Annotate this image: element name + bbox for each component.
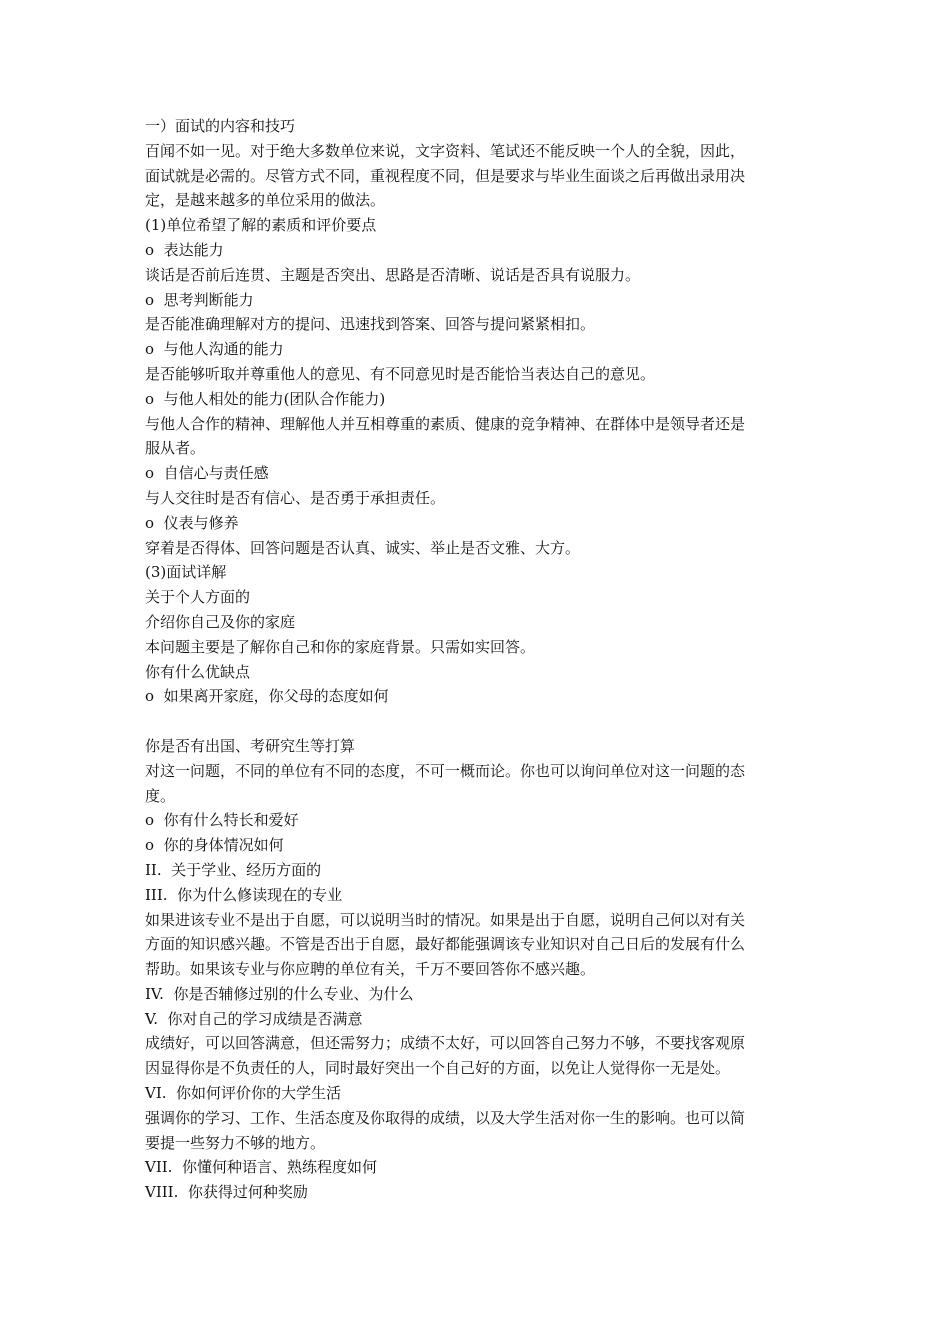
bullet-item: o 你的身体情况如何 <box>145 836 284 855</box>
paragraph-line: 与他人合作的精神、理解他人并互相尊重的素质、健康的竞争精神、在群体中是领导者还是 <box>145 414 746 433</box>
bullet-item: o 自信心与责任感 <box>145 464 269 483</box>
bullet-item: o 你有什么特长和爱好 <box>145 811 299 830</box>
paragraph-line: 是否能够听取并尊重他人的意见、有不同意见时是否能恰当表达自己的意见。 <box>145 364 656 383</box>
bullet-item: o 表达能力 <box>145 240 224 259</box>
numbered-item: II. 关于学业、经历方面的 <box>145 860 322 879</box>
numbered-item: VII. 你懂何种语言、熟练程度如何 <box>145 1158 377 1177</box>
subsection-heading: (1)单位希望了解的素质和评价要点 <box>145 216 377 235</box>
paragraph-line: 穿着是否得体、回答问题是否认真、诚实、举止是否文雅、大方。 <box>145 538 581 557</box>
paragraph-line: 对这一问题，不同的单位有不同的态度，不可一概而论。你也可以询问单位对这一问题的态 <box>145 761 746 780</box>
paragraph-line: 关于个人方面的 <box>145 588 251 607</box>
bullet-item: o 与他人沟通的能力 <box>145 340 284 359</box>
bullet-item: o 仪表与修养 <box>145 513 239 532</box>
numbered-item: IV. 你是否辅修过别的什么专业、为什么 <box>145 984 414 1003</box>
paragraph-line: 与人交往时是否有信心、是否勇于承担责任。 <box>145 488 446 507</box>
numbered-item: III. 你为什么修读现在的专业 <box>145 885 343 904</box>
question-line: 你有什么优缺点 <box>145 662 251 681</box>
bullet-item: o 与他人相处的能力(团队合作能力) <box>145 389 386 408</box>
paragraph-line: 成绩好，可以回答满意，但还需努力；成绩不太好，可以回答自己努力不够，不要找客观原 <box>145 1034 746 1053</box>
paragraph-line: 要提一些努力不够的地方。 <box>145 1133 326 1152</box>
paragraph-line: 帮助。如果该专业与你应聘的单位有关，千万不要回答你不感兴趣。 <box>145 960 596 979</box>
paragraph-line: 方面的知识感兴趣。不管是否出于自愿，最好都能强调该专业知识对自己日后的发展有什么 <box>145 935 746 954</box>
paragraph-line: 定，是越来越多的单位采用的做法。 <box>145 191 386 210</box>
question-line: 你是否有出国、考研究生等打算 <box>145 736 356 755</box>
bullet-item: o 如果离开家庭，你父母的态度如何 <box>145 687 389 706</box>
paragraph-line: 是否能准确理解对方的提问、迅速找到答案、回答与提问紧紧相扣。 <box>145 315 596 334</box>
paragraph-line: 本问题主要是了解你自己和你的家庭背景。只需如实回答。 <box>145 637 536 656</box>
document-body <box>145 114 810 1205</box>
paragraph-line: 因显得你是不负责任的人，同时最好突出一个自己好的方面，以免让人觉得你一无是处。 <box>145 1059 731 1078</box>
paragraph-line: 如果进该专业不是出于自愿，可以说明当时的情况。如果是出于自愿，说明自己何以对有关 <box>145 910 746 929</box>
paragraph-line: 服从者。 <box>145 439 206 458</box>
paragraph-line: 度。 <box>145 786 176 805</box>
numbered-item: VIII. 你获得过何种奖励 <box>145 1183 308 1202</box>
numbered-item: VI. 你如何评价你的大学生活 <box>145 1084 342 1103</box>
numbered-item: V. 你对自己的学习成绩是否满意 <box>145 1009 363 1028</box>
paragraph-line: 百闻不如一见。对于绝大多数单位来说，文字资料、笔试还不能反映一个人的全貌，因此， <box>145 141 746 160</box>
blank-line <box>145 709 810 734</box>
question-line: 介绍你自己及你的家庭 <box>145 612 296 631</box>
subsection-heading: (3)面试详解 <box>145 563 227 582</box>
bullet-item: o 思考判断能力 <box>145 290 254 309</box>
paragraph-line: 面试就是必需的。尽管方式不同，重视程度不同，但是要求与毕业生面谈之后再做出录用决 <box>145 166 746 185</box>
paragraph-line: 强调你的学习、工作、生活态度及你取得的成绩，以及大学生活对你一生的影响。也可以简 <box>145 1108 746 1127</box>
section-heading: 一）面试的内容和技巧 <box>145 117 296 135</box>
paragraph-line: 谈话是否前后连贯、主题是否突出、思路是否清晰、说话是否具有说服力。 <box>145 265 641 284</box>
